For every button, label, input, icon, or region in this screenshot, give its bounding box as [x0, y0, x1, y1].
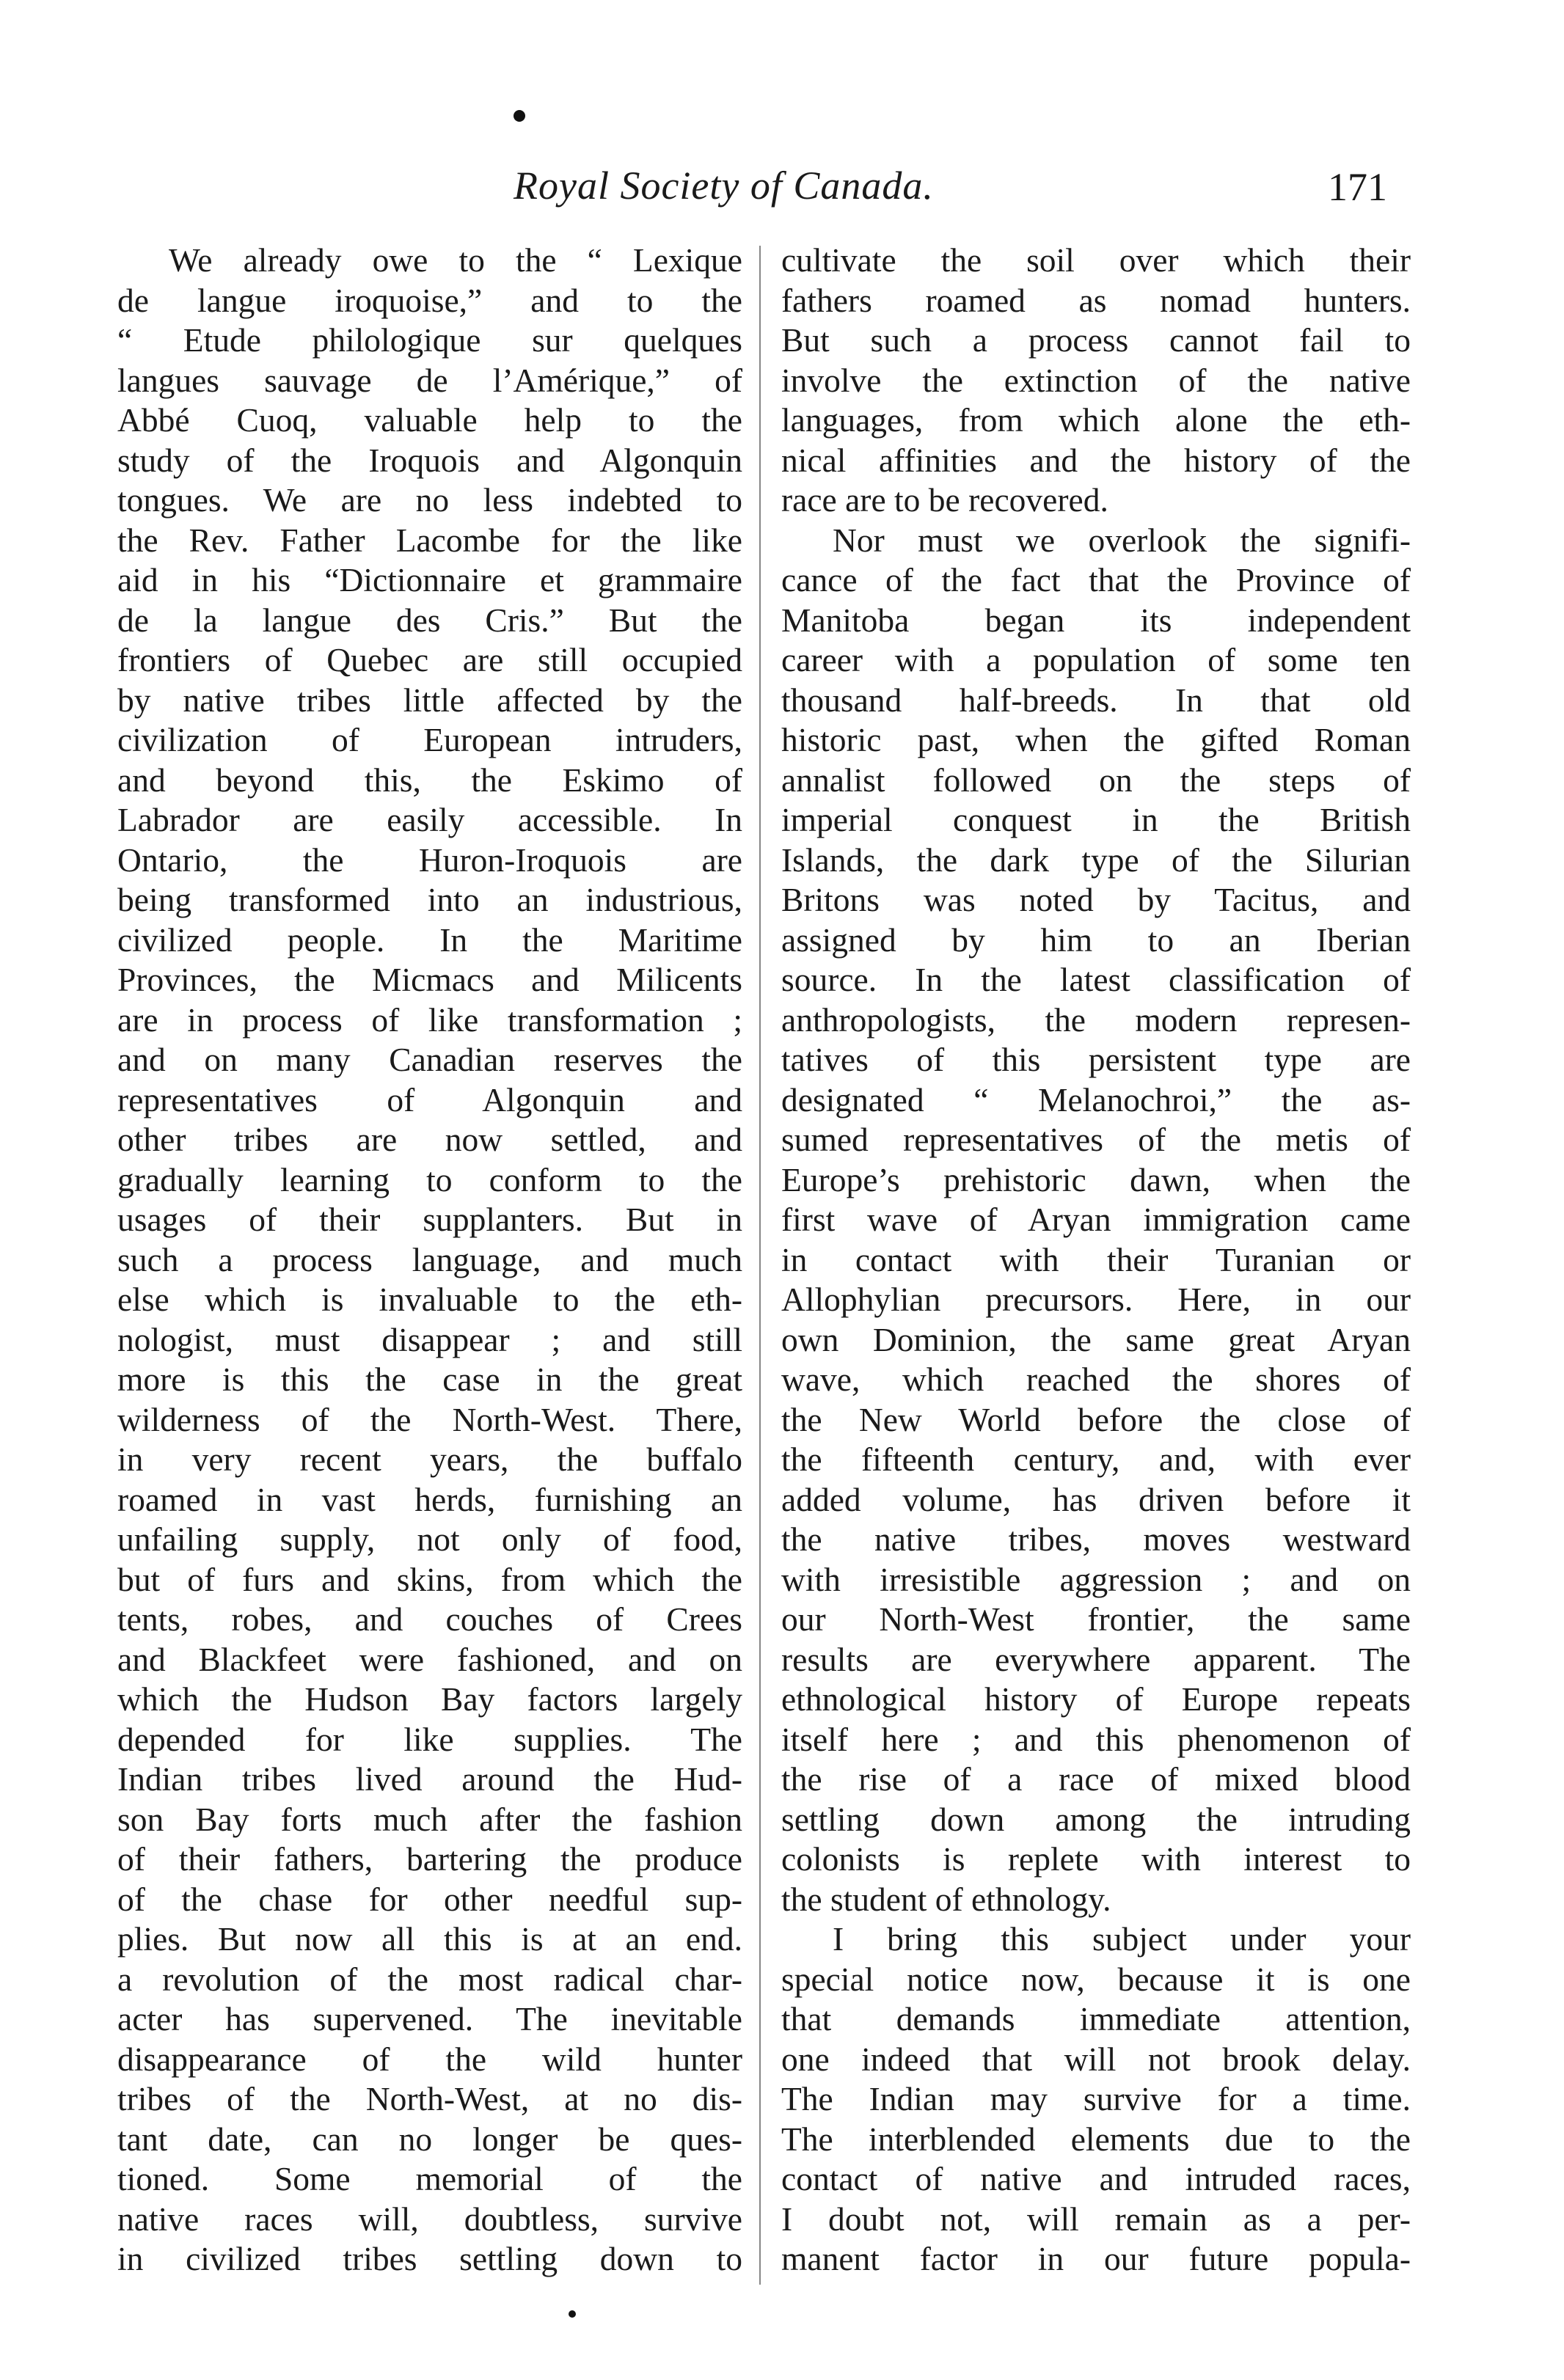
text-line: settling down among the intruding — [781, 1800, 1411, 1838]
text-line: Provinces, the Micmacs and Milicents — [117, 961, 742, 998]
text-line: our North-West frontier, the same — [781, 1600, 1411, 1638]
text-line: by native tribes little affected by the — [117, 681, 742, 719]
text-line: the native tribes, moves westward — [781, 1520, 1411, 1558]
text-line: that demands immediate attention, — [781, 2000, 1411, 2037]
page-number: 171 — [1328, 165, 1387, 209]
text-line: depended for like supplies. The — [117, 1720, 742, 1758]
text-line: representatives of Algonquin and — [117, 1080, 742, 1118]
text-line: the Rev. Father Lacombe for the like — [117, 521, 742, 559]
text-line: race are to be recovered. — [781, 481, 1108, 519]
text-line: in very recent years, the buffalo — [117, 1440, 742, 1478]
text-line: special notice now, because it is one — [781, 1960, 1411, 1998]
text-line: manent factor in our future popula- — [781, 2240, 1411, 2277]
text-line: being transformed into an industrious, — [117, 881, 742, 918]
text-line: I doubt not, will remain as a per- — [781, 2200, 1411, 2238]
text-line: roamed in vast herds, furnishing an — [117, 1480, 742, 1518]
text-line: tioned. Some memorial of the — [117, 2160, 742, 2197]
text-line: Labrador are easily accessible. In — [117, 801, 742, 838]
text-line: usages of their supplanters. But in — [117, 1201, 742, 1238]
text-line: a revolution of the most radical char- — [117, 1960, 742, 1998]
text-line: frontiers of Quebec are still occupied — [117, 641, 742, 678]
text-line: Europe’s prehistoric dawn, when the — [781, 1160, 1411, 1198]
text-line: involve the extinction of the native — [781, 361, 1411, 399]
right-column — [781, 241, 1411, 2280]
text-line: cance of the fact that the Province of — [781, 561, 1411, 598]
text-line: The interblended elements due to the — [781, 2120, 1411, 2158]
text-line: Ontario, the Huron-Iroquois are — [117, 841, 742, 879]
text-line: assigned by him to an Iberian — [781, 920, 1411, 959]
text-line: Indian tribes lived around the Hud- — [117, 1760, 742, 1798]
text-line: son Bay forts much after the fashion — [117, 1800, 742, 1838]
text-line: annalist followed on the steps of — [781, 761, 1411, 799]
text-line: Britons was noted by Tacitus, and — [781, 881, 1411, 918]
text-line: with irresistible aggression ; and on — [781, 1560, 1411, 1598]
text-line: I bring this subject under your — [833, 1920, 1411, 1958]
text-line: gradually learning to conform to the — [117, 1160, 742, 1198]
text-line: sumed representatives of the metis of — [781, 1121, 1411, 1158]
text-line: imperial conquest in the British — [781, 801, 1411, 838]
text-line: the student of ethnology. — [781, 1880, 1111, 1918]
text-line: anthropologists, the modern represen- — [781, 1000, 1411, 1039]
text-line: source. In the latest classification of — [781, 961, 1411, 998]
text-line: wilderness of the North-West. There, — [117, 1400, 742, 1438]
text-line: langues sauvage de l’Amérique,” of — [117, 361, 742, 399]
text-line: We already owe to the “ Lexique — [169, 241, 742, 279]
text-line: disappearance of the wild hunter — [117, 2040, 742, 2078]
text-line: “ Etude philologique sur quelques — [117, 321, 742, 359]
text-line: nologist, must disappear ; and still — [117, 1320, 742, 1358]
text-line: which the Hudson Bay factors largely — [117, 1680, 742, 1718]
text-line: native races will, doubtless, survive — [117, 2200, 742, 2238]
text-line: acter has supervened. The inevitable — [117, 2000, 742, 2037]
text-line: Nor must we overlook the signifi- — [833, 521, 1411, 559]
text-line: one indeed that will not brook delay. — [781, 2040, 1411, 2078]
text-line: de langue iroquoise,” and to the — [117, 281, 742, 319]
text-line: the New World before the close of — [781, 1400, 1411, 1438]
text-line: Allophylian precursors. Here, in our — [781, 1281, 1411, 1318]
text-line: and Blackfeet were fashioned, and on — [117, 1640, 742, 1678]
text-line: Abbé Cuoq, valuable help to the — [117, 401, 742, 439]
text-line: historic past, when the gifted Roman — [781, 721, 1411, 758]
text-line: unfailing supply, not only of food, — [117, 1520, 742, 1558]
text-line: tongues. We are no less indebted to — [117, 481, 742, 519]
text-line: first wave of Aryan immigration came — [781, 1201, 1411, 1238]
text-line: The Indian may survive for a time. — [781, 2080, 1411, 2117]
text-line: civilization of European intruders, — [117, 721, 742, 758]
running-head-title: Royal Society of Canada. — [514, 164, 934, 208]
text-line: more is this the case in the great — [117, 1361, 742, 1398]
ink-speck-top — [514, 110, 525, 122]
text-line: cultivate the soil over which their — [781, 241, 1411, 279]
text-line: of their fathers, bartering the produce — [117, 1840, 742, 1878]
text-line: such a process language, and much — [117, 1240, 742, 1278]
text-line: Manitoba began its independent — [781, 601, 1411, 639]
text-line: else which is invaluable to the eth- — [117, 1281, 742, 1318]
text-line: de la langue des Cris.” But the — [117, 601, 742, 639]
text-line: wave, which reached the shores of — [781, 1361, 1411, 1398]
text-line: thousand half-breeds. In that old — [781, 681, 1411, 719]
text-line: colonists is replete with interest to — [781, 1840, 1411, 1878]
text-line: aid in his “Dictionnaire et grammaire — [117, 561, 742, 598]
text-line: designated “ Melanochroi,” the as- — [781, 1080, 1411, 1118]
text-line: results are everywhere apparent. The — [781, 1640, 1411, 1678]
text-line: and on many Canadian reserves the — [117, 1041, 742, 1078]
text-line: study of the Iroquois and Algonquin — [117, 441, 742, 479]
text-line: nical affinities and the history of the — [781, 441, 1411, 479]
text-line: languages, from which alone the eth- — [781, 401, 1411, 439]
text-line: tant date, can no longer be ques- — [117, 2120, 742, 2158]
column-divider — [759, 246, 761, 2285]
text-line: civilized people. In the Maritime — [117, 920, 742, 959]
text-line: tents, robes, and couches of Crees — [117, 1600, 742, 1638]
text-line: of the chase for other needful sup- — [117, 1880, 742, 1918]
text-line: itself here ; and this phenomenon of — [781, 1720, 1411, 1758]
text-line: fathers roamed as nomad hunters. — [781, 281, 1411, 319]
text-line: Islands, the dark type of the Silurian — [781, 841, 1411, 879]
text-line: But such a process cannot fail to — [781, 321, 1411, 359]
ink-speck-bottom — [569, 2310, 576, 2318]
text-line: but of furs and skins, from which the — [117, 1560, 742, 1598]
text-line: career with a population of some ten — [781, 641, 1411, 678]
text-line: ethnological history of Europe repeats — [781, 1680, 1411, 1718]
text-line: the fifteenth century, and, with ever — [781, 1440, 1411, 1478]
text-line: are in process of like transformation ; — [117, 1000, 742, 1039]
text-line: added volume, has driven before it — [781, 1480, 1411, 1518]
text-line: plies. But now all this is at an end. — [117, 1920, 742, 1958]
text-line: tatives of this persistent type are — [781, 1041, 1411, 1078]
text-line: in civilized tribes settling down to — [117, 2240, 742, 2277]
text-line: tribes of the North-West, at no dis- — [117, 2080, 742, 2117]
left-column — [117, 241, 742, 2280]
text-line: own Dominion, the same great Aryan — [781, 1320, 1411, 1358]
running-head — [0, 163, 1564, 221]
text-line: and beyond this, the Eskimo of — [117, 761, 742, 799]
text-line: the rise of a race of mixed blood — [781, 1760, 1411, 1798]
text-line: other tribes are now settled, and — [117, 1121, 742, 1158]
text-line: contact of native and intruded races, — [781, 2160, 1411, 2197]
text-line: in contact with their Turanian or — [781, 1240, 1411, 1278]
